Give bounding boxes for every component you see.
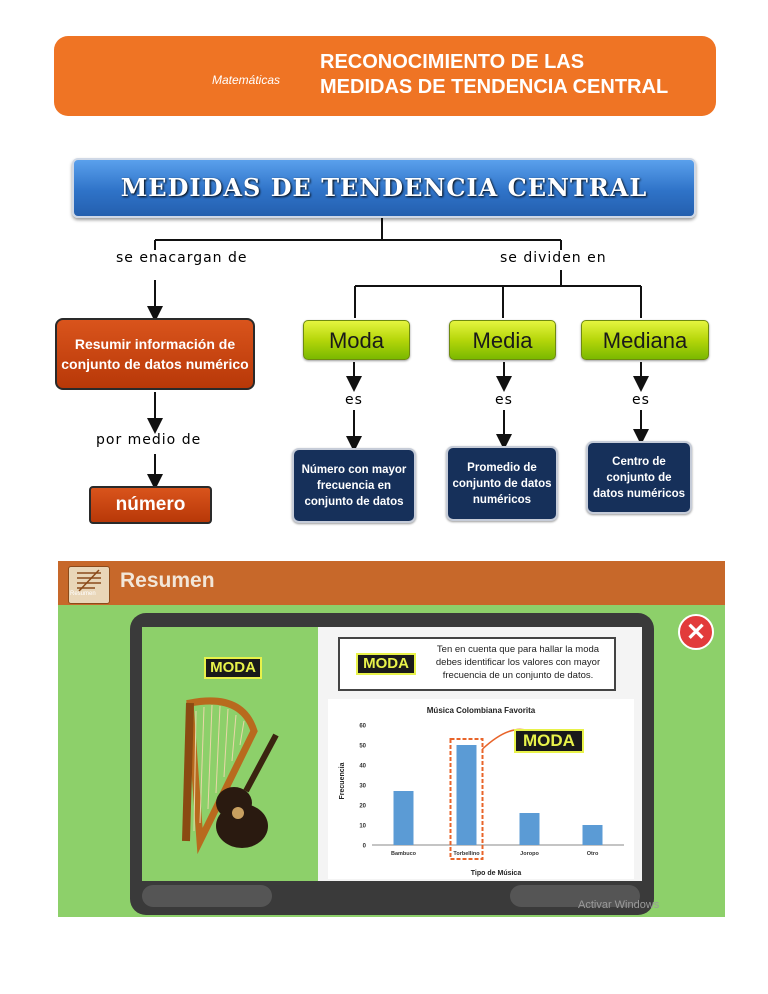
chart-ylabel: Frecuencia (339, 762, 346, 800)
bar-chart (328, 699, 634, 879)
document-title-line2: MEDIDAS DE TENDENCIA CENTRAL (320, 76, 669, 98)
es-label-mediana: es (632, 392, 650, 408)
summary-icon-label: Resumen (70, 591, 96, 597)
bar-joropo (520, 813, 540, 845)
tablet-speaker-left (142, 885, 272, 907)
via-connector-label: por medio de (96, 432, 202, 448)
close-icon[interactable]: ✕ (678, 614, 714, 650)
moda-tag-left: MODA (204, 657, 262, 679)
bar-torbellino (457, 745, 477, 845)
x-tick-label: Otro (586, 851, 599, 857)
chart-title: Música Colombiana Favorita (426, 706, 536, 715)
y-tick-label: 10 (359, 823, 366, 830)
y-tick-label: 60 (359, 723, 366, 730)
es-label-media: es (495, 392, 513, 408)
x-tick-label: Torbellino (453, 851, 480, 857)
windows-watermark: Activar Windows (578, 899, 660, 911)
definition-mediana: Centro de conjunto de datos numéricos (586, 441, 692, 514)
chart-xlabel: Tipo de Música (470, 870, 522, 877)
result-box: número (89, 486, 212, 524)
definition-moda: Número con mayor frecuencia en conjunto de datos (292, 448, 416, 523)
subject-label: Matemáticas (212, 73, 281, 87)
y-tick-label: 0 (362, 843, 366, 850)
y-tick-label: 20 (359, 803, 366, 810)
x-tick-label: Joropo (520, 851, 539, 857)
concept-map-title: MEDIDAS DE TENDENCIA CENTRAL (72, 158, 696, 218)
chart-area (328, 699, 634, 879)
summary-box: Resumir información de conjunto de datos numérico (55, 318, 255, 390)
x-tick-label: Bambuco (390, 851, 417, 857)
es-label-moda: es (345, 392, 363, 408)
document-title-line1: RECONOCIMIENTO DE LAS (320, 51, 585, 73)
branch-mediana: Mediana (581, 320, 709, 360)
info-text: Ten en cuenta que para hallar la moda debes identificar los valores con mayor frecuencia de un conjunto de datos. (435, 644, 601, 681)
y-tick-label: 30 (359, 783, 366, 790)
branch-media: Media (449, 320, 556, 360)
definition-media: Promedio de conjunto de datos numéricos (446, 446, 558, 521)
panel-title: Resumen (120, 569, 215, 592)
summary-book-icon[interactable] (68, 566, 110, 604)
moda-tag-chart: MODA (514, 729, 584, 753)
harp-guitar-icon (172, 691, 292, 861)
branch-moda: Moda (303, 320, 410, 360)
left-connector-label: se enacargan de (116, 250, 248, 266)
y-tick-label: 50 (359, 743, 366, 750)
moda-tag-info: MODA (356, 653, 416, 675)
bar-bambuco (394, 791, 414, 845)
y-tick-label: 40 (359, 763, 366, 770)
right-connector-label: se dividen en (500, 250, 607, 266)
summary-screenshot (58, 561, 725, 917)
bar-otro (583, 825, 603, 845)
